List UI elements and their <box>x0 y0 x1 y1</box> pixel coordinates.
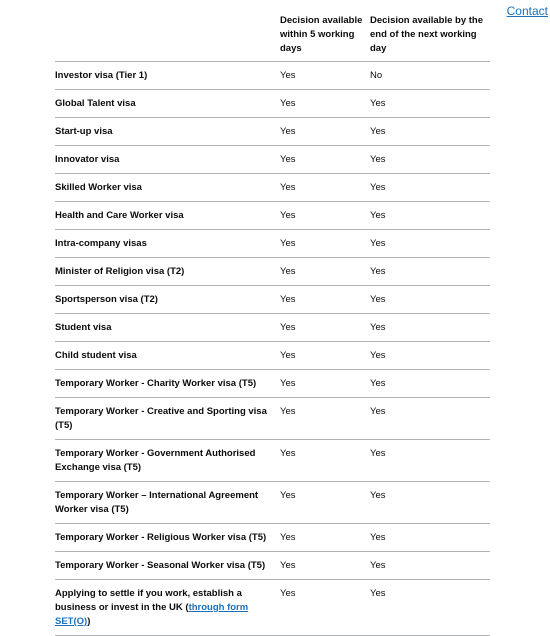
table-row <box>55 230 490 258</box>
next-day-value: Yes <box>370 440 490 482</box>
set-o-form-link[interactable]: through form SET(O) <box>55 602 249 627</box>
visa-name: Sportsperson visa (T2) <box>55 286 280 314</box>
five-day-value: Yes <box>280 314 370 342</box>
table-row <box>55 440 490 482</box>
table-row <box>55 552 490 580</box>
next-day-value: Yes <box>370 286 490 314</box>
next-day-value: Yes <box>370 174 490 202</box>
next-day-value: No <box>370 62 490 90</box>
table-row-settlement <box>55 580 490 636</box>
visa-name: Intra-company visas <box>55 230 280 258</box>
five-day-value: Yes <box>280 174 370 202</box>
next-day-value: Yes <box>370 258 490 286</box>
next-day-value: Yes <box>370 580 490 636</box>
next-day-value: Yes <box>370 370 490 398</box>
next-day-value: Yes <box>370 202 490 230</box>
table-row <box>55 118 490 146</box>
five-day-value: Yes <box>280 342 370 370</box>
visa-name: Temporary Worker - Creative and Sporting visa (T5) <box>55 398 280 440</box>
five-day-value: Yes <box>280 286 370 314</box>
five-day-value: Yes <box>280 230 370 258</box>
visa-processing-table <box>55 14 490 636</box>
table-header-row <box>55 14 490 62</box>
table-body <box>55 62 490 636</box>
five-day-value: Yes <box>280 90 370 118</box>
five-day-value: Yes <box>280 580 370 636</box>
header-next-working-day: Decision available by the end of the next working day <box>370 14 490 62</box>
visa-name: Health and Care Worker visa <box>55 202 280 230</box>
next-day-value: Yes <box>370 314 490 342</box>
visa-name: Temporary Worker – International Agreement Worker visa (T5) <box>55 482 280 524</box>
five-day-value: Yes <box>280 202 370 230</box>
five-day-value: Yes <box>280 146 370 174</box>
next-day-value: Yes <box>370 90 490 118</box>
visa-name: Temporary Worker - Government Authorised Exchange visa (T5) <box>55 440 280 482</box>
table-row <box>55 370 490 398</box>
five-day-value: Yes <box>280 370 370 398</box>
table-row <box>55 174 490 202</box>
table-row <box>55 482 490 524</box>
visa-name: Temporary Worker - Seasonal Worker visa (T5) <box>55 552 280 580</box>
next-day-value: Yes <box>370 398 490 440</box>
next-day-value: Yes <box>370 342 490 370</box>
five-day-value: Yes <box>280 118 370 146</box>
visa-name: Start-up visa <box>55 118 280 146</box>
next-day-value: Yes <box>370 482 490 524</box>
table-row <box>55 258 490 286</box>
header-five-working-days: Decision available within 5 working days <box>280 14 370 62</box>
table-row <box>55 314 490 342</box>
next-day-value: Yes <box>370 230 490 258</box>
five-day-value: Yes <box>280 440 370 482</box>
contact-link[interactable]: Contact <box>506 4 548 18</box>
next-day-value: Yes <box>370 524 490 552</box>
next-day-value: Yes <box>370 146 490 174</box>
five-day-value: Yes <box>280 258 370 286</box>
five-day-value: Yes <box>280 482 370 524</box>
table-row <box>55 524 490 552</box>
table-row <box>55 90 490 118</box>
table-row <box>55 62 490 90</box>
visa-name: Temporary Worker - Religious Worker visa (T5) <box>55 524 280 552</box>
five-day-value: Yes <box>280 62 370 90</box>
settlement-text-prefix: Applying to settle if you work, establish a business or invest in the UK ( <box>55 588 242 613</box>
visa-name: Child student visa <box>55 342 280 370</box>
visa-name: Minister of Religion visa (T2) <box>55 258 280 286</box>
visa-name: Investor visa (Tier 1) <box>55 62 280 90</box>
visa-name: Skilled Worker visa <box>55 174 280 202</box>
visa-name: Global Talent visa <box>55 90 280 118</box>
table-row <box>55 146 490 174</box>
five-day-value: Yes <box>280 524 370 552</box>
table-row <box>55 398 490 440</box>
settlement-text-suffix: ) <box>87 616 91 627</box>
next-day-value: Yes <box>370 118 490 146</box>
next-day-value: Yes <box>370 552 490 580</box>
table-row <box>55 342 490 370</box>
table-row <box>55 286 490 314</box>
five-day-value: Yes <box>280 552 370 580</box>
five-day-value: Yes <box>280 398 370 440</box>
visa-name: Innovator visa <box>55 146 280 174</box>
header-visa-type <box>55 14 280 62</box>
visa-name: Student visa <box>55 314 280 342</box>
visa-name: Temporary Worker - Charity Worker visa (T5) <box>55 370 280 398</box>
visa-name <box>55 580 280 636</box>
table-row <box>55 202 490 230</box>
